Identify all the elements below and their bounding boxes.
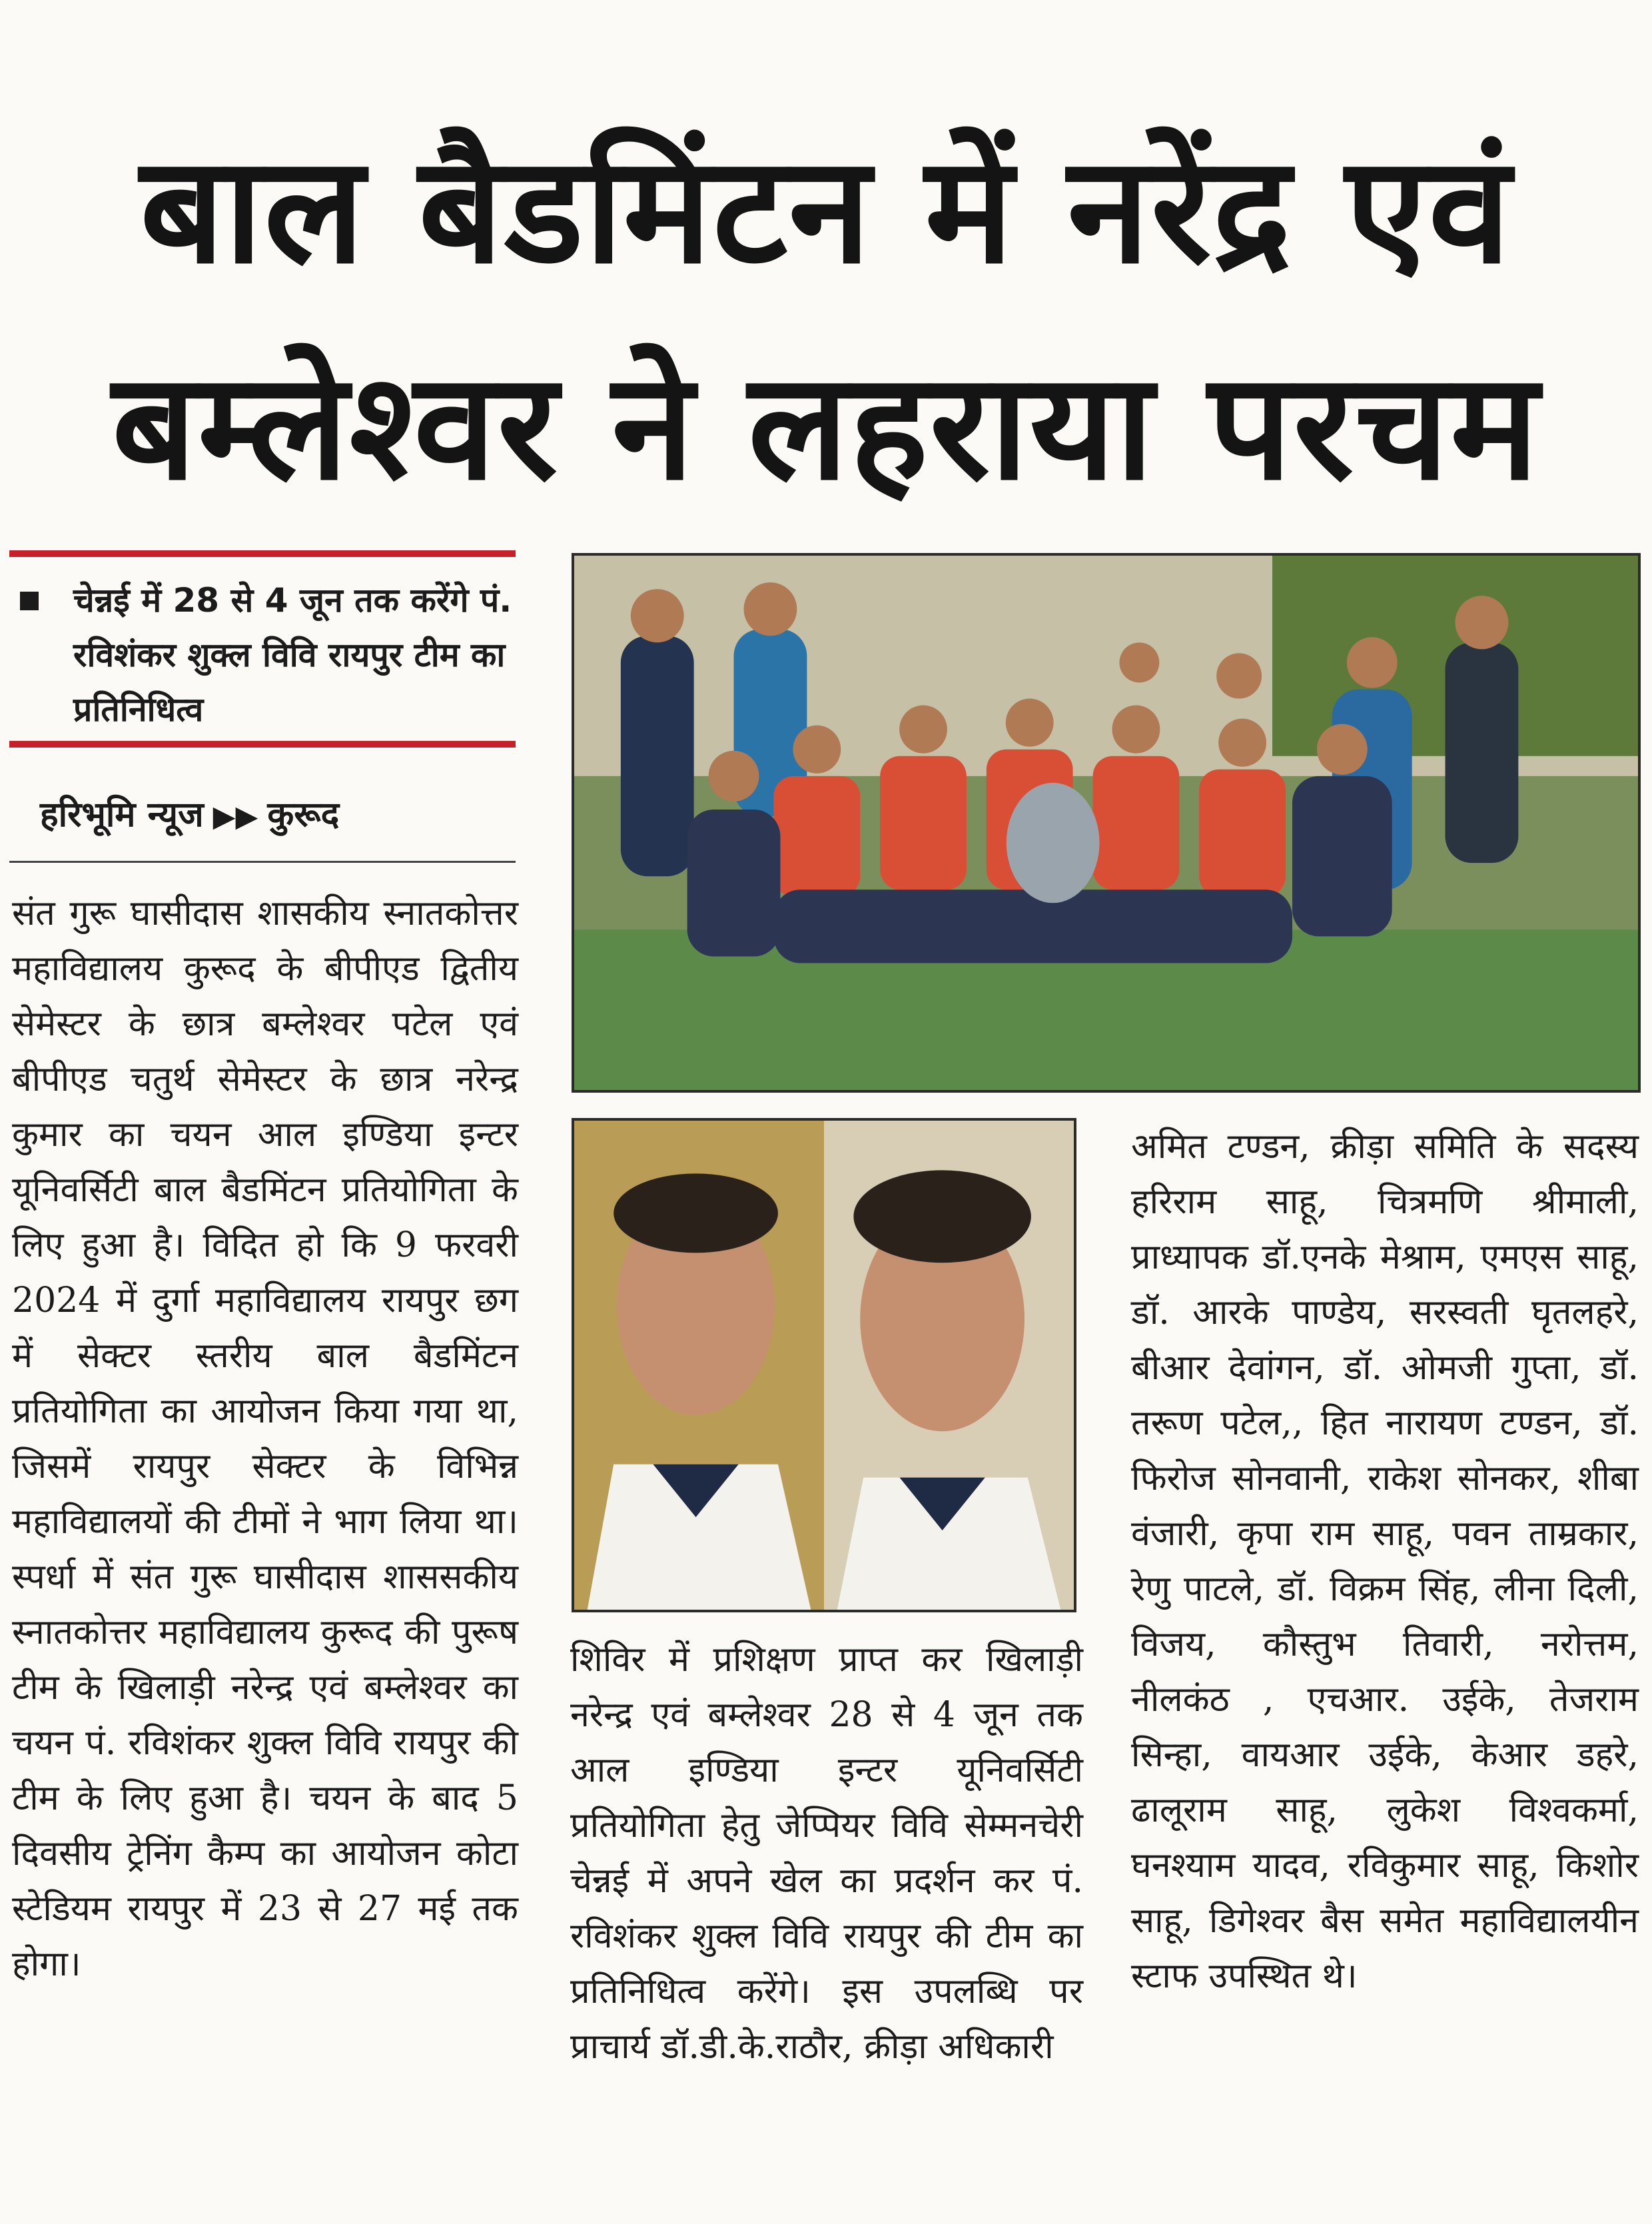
highlight-top-rule — [9, 550, 516, 557]
article-column-3: अमित टण्डन, क्रीड़ा समिति के सदस्य हरिराम साहू, चित्रमणि श्रीमाली, प्राध्यापक डॉ.एनके मेश्राम, एमएस साहू, डॉ. आरके पाण्डेय, सरस्वती घृतलहरे, बीआर देवांगन, डॉ. ओमजी गुप्ता, डॉ. तरूण पटेल,, हित नारायण टण्डन, डॉ. फिरोज सोनवानी, राकेश सोनकर, शीबा वंजारी, कृपा राम साहू, पवन ताम्रकार, रेणु पाटले, डॉ. विक्रम सिंह, लीना दिली, विजय, कौस्तुभ तिवारी, नरोत्तम, नीलकंठ , एचआर. उईके, तेजराम सिन्हा, वायआर उईके, केआर डहरे, ढालूराम साहू, लुकेश विश्वकर्मा, घनश्याम यादव, रविकुमार साहू, किशोर साहू, डिगेश्वर बैस समेत महाविद्यालयीन स्टाफ उपस्थित थे। — [1131, 1127, 1639, 1996]
team-photo — [572, 553, 1641, 1093]
team-photo-illustration — [574, 556, 1638, 1090]
byline-source: हरिभूमि न्यूज — [40, 795, 204, 835]
article-column-1: संत गुरू घासीदास शासकीय स्नातकोत्तर महाविद्यालय कुरूद के बीपीएड द्वितीय सेमेस्टर के छात्र बम्लेश्वर पटेल एवं बीपीएड चतुर्थ सेमेस्टर के छात्र नरेन्द्र कुमार का चयन आल इण्डिया इन्टर यूनिवर्सिटी बाल बैडमिंटन प्रतियोगिता के लिए हुआ है। विदित हो कि 9 फरवरी 2024 में दुर्गा महाविद्यालय रायपुर छग में सेक्टर स्तरीय बाल बैडमिंटन प्रतियोगिता का आयोजन किया गया था, जिसमें रायपुर सेक्टर के विभिन्न महाविद्यालयों की टीमों ने भाग लिया था। स्पर्धा में संत गुरू घासीदास शाससकीय स्नातकोत्तर महाविद्यालय कुरूद की पुरूष टीम के खिलाड़ी नरेन्द्र एवं बम्लेश्वर का चयन पं. रविशंकर शुक्ल विवि रायपुर की टीम के लिए हुआ है। चयन के बाद 5 दिवसीय ट्रेनिंग कैम्प का आयोजन कोटा स्टेडियम रायपुर में 23 से 27 मई तक होगा। — [12, 893, 518, 1984]
highlight-bottom-rule — [9, 741, 516, 748]
fast-forward-icon: ▶▶ — [212, 800, 258, 834]
byline-place: कुरूद — [267, 795, 340, 835]
headline-line-1: बाल बैडमिंटन में नरेंद्र एवं — [140, 125, 1512, 296]
article-column-2: शिविर में प्रशिक्षण प्राप्त कर खिलाड़ी नरेन्द्र एवं बम्लेश्वर 28 से 4 जून तक आल इण्डिया इन्टर यूनिवर्सिटी प्रतियोगिता हेतु जेप्पियर विवि सेम्मनचेरी चेन्नई में अपने खेल का प्रदर्शन कर पं. रविशंकर शुक्ल विवि रायपुर की टीम का प्रतिनिधित्व करेंगे। इस उपलब्धि पर प्राचार्य डॉ.डी.के.राठौर, क्रीड़ा अधिकारी — [570, 1640, 1083, 2067]
byline-rule — [9, 861, 516, 863]
portrait-illustration — [574, 1121, 1074, 1610]
players-portrait-photo — [572, 1118, 1076, 1612]
highlight-text: चेन्नई में 28 से 4 जून तक करेंगे पं. रविशंकर शुक्ल विवि रायपुर टीम का प्रतिनिधित्व — [73, 581, 512, 729]
square-bullet-icon — [20, 592, 39, 610]
byline — [40, 790, 506, 837]
headline-line-2: बम्लेश्वर ने लहराया परचम — [112, 341, 1540, 513]
